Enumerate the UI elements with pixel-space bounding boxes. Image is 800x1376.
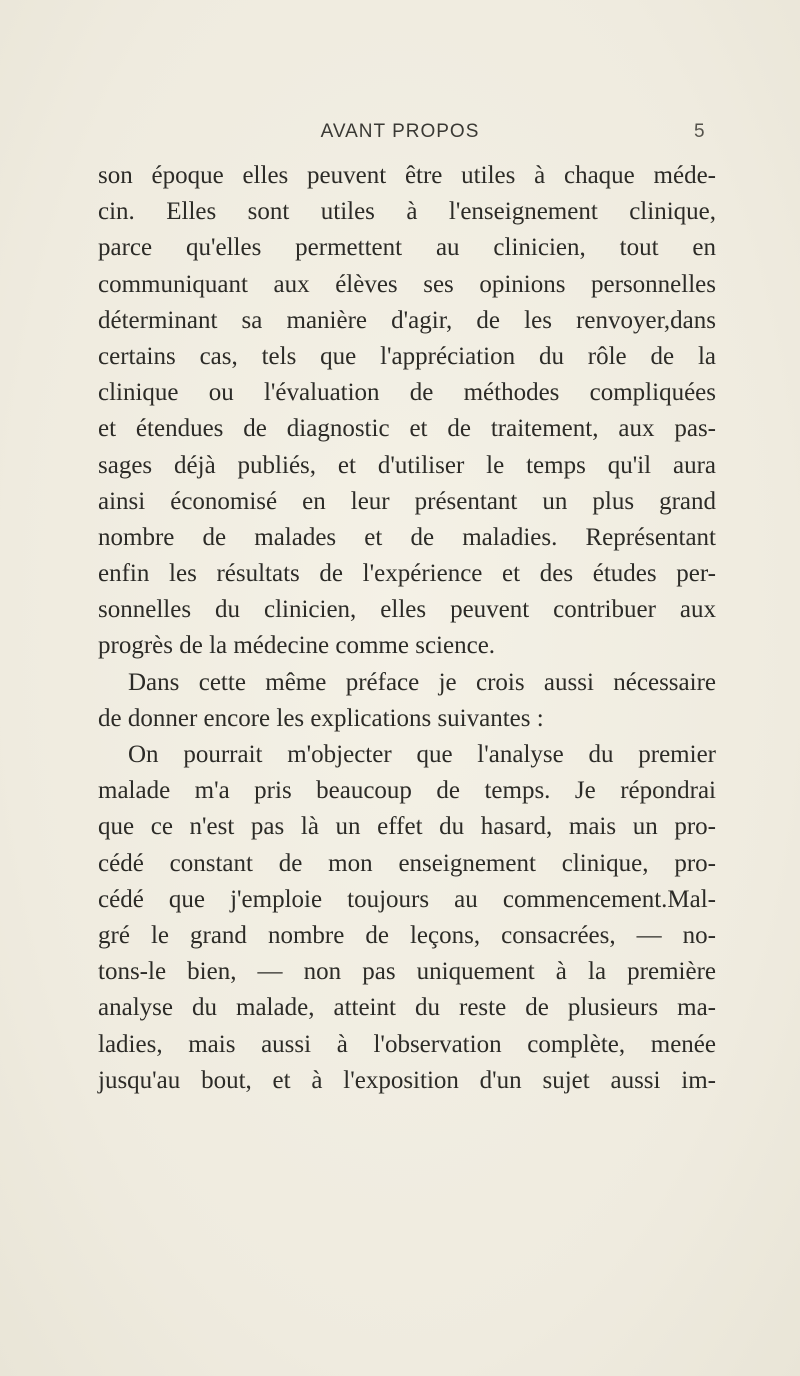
text-line: cédé que j'emploie toujours au commencement.Mal- [98,885,716,913]
text-line: sages déjà publiés, et d'utiliser le temps qu'il aura [98,451,716,479]
text-line: tons-le bien, — non pas uniquement à la première [98,958,716,986]
text-line: communiquant aux élèves ses opinions personnelles [98,270,716,298]
text-line: Dans cette même préface je crois aussi nécessaire [128,668,716,696]
text-line: nombre de malades et de maladies. Représentant [98,523,716,551]
text-line: gré le grand nombre de leçons, consacrées, — no- [98,921,716,949]
text-line: clinique ou l'évaluation de méthodes compliquées [98,379,716,407]
text-line: déterminant sa manière d'agir, de les renvoyer,dans [98,306,716,334]
text-line: On pourrait m'objecter que l'analyse du premier [128,741,716,768]
text-line: cin. Elles sont utiles à l'enseignement clinique, [98,198,716,226]
body-text [98,158,716,1099]
text-line: son époque elles peuvent être utiles à chaque méde- [98,162,716,189]
text-line: sonnelles du clinicien, elles peuvent contribuer aux [98,596,716,624]
text-line: analyse du malade, atteint du reste de plusieurs ma- [98,994,716,1022]
text-line: cédé constant de mon enseignement clinique, pro- [98,849,716,877]
text-line: enfin les résultats de l'expérience et des études per- [98,560,716,588]
text-line: que ce n'est pas là un effet du hasard, mais un pro- [98,813,716,841]
running-title: AVANT PROPOS [320,121,480,142]
text-line: de donner encore les explications suivantes : [98,704,544,732]
text-line: jusqu'au bout, et à l'exposition d'un sujet aussi im- [98,1066,716,1094]
text-line: ainsi économisé en leur présentant un plus grand [98,487,716,515]
text-line: malade m'a pris beaucoup de temps. Je répondrai [98,777,716,805]
running-header [0,121,800,145]
text-line: progrès de la médecine comme science. [98,632,496,660]
text-line: ladies, mais aussi à l'observation complète, menée [98,1030,716,1058]
page-number: 5 [694,121,705,142]
text-line: et étendues de diagnostic et de traitement, aux pas- [98,415,716,443]
text-line: parce qu'elles permettent au clinicien, tout en [98,234,716,262]
text-line: certains cas, tels que l'appréciation du rôle de la [98,342,716,370]
